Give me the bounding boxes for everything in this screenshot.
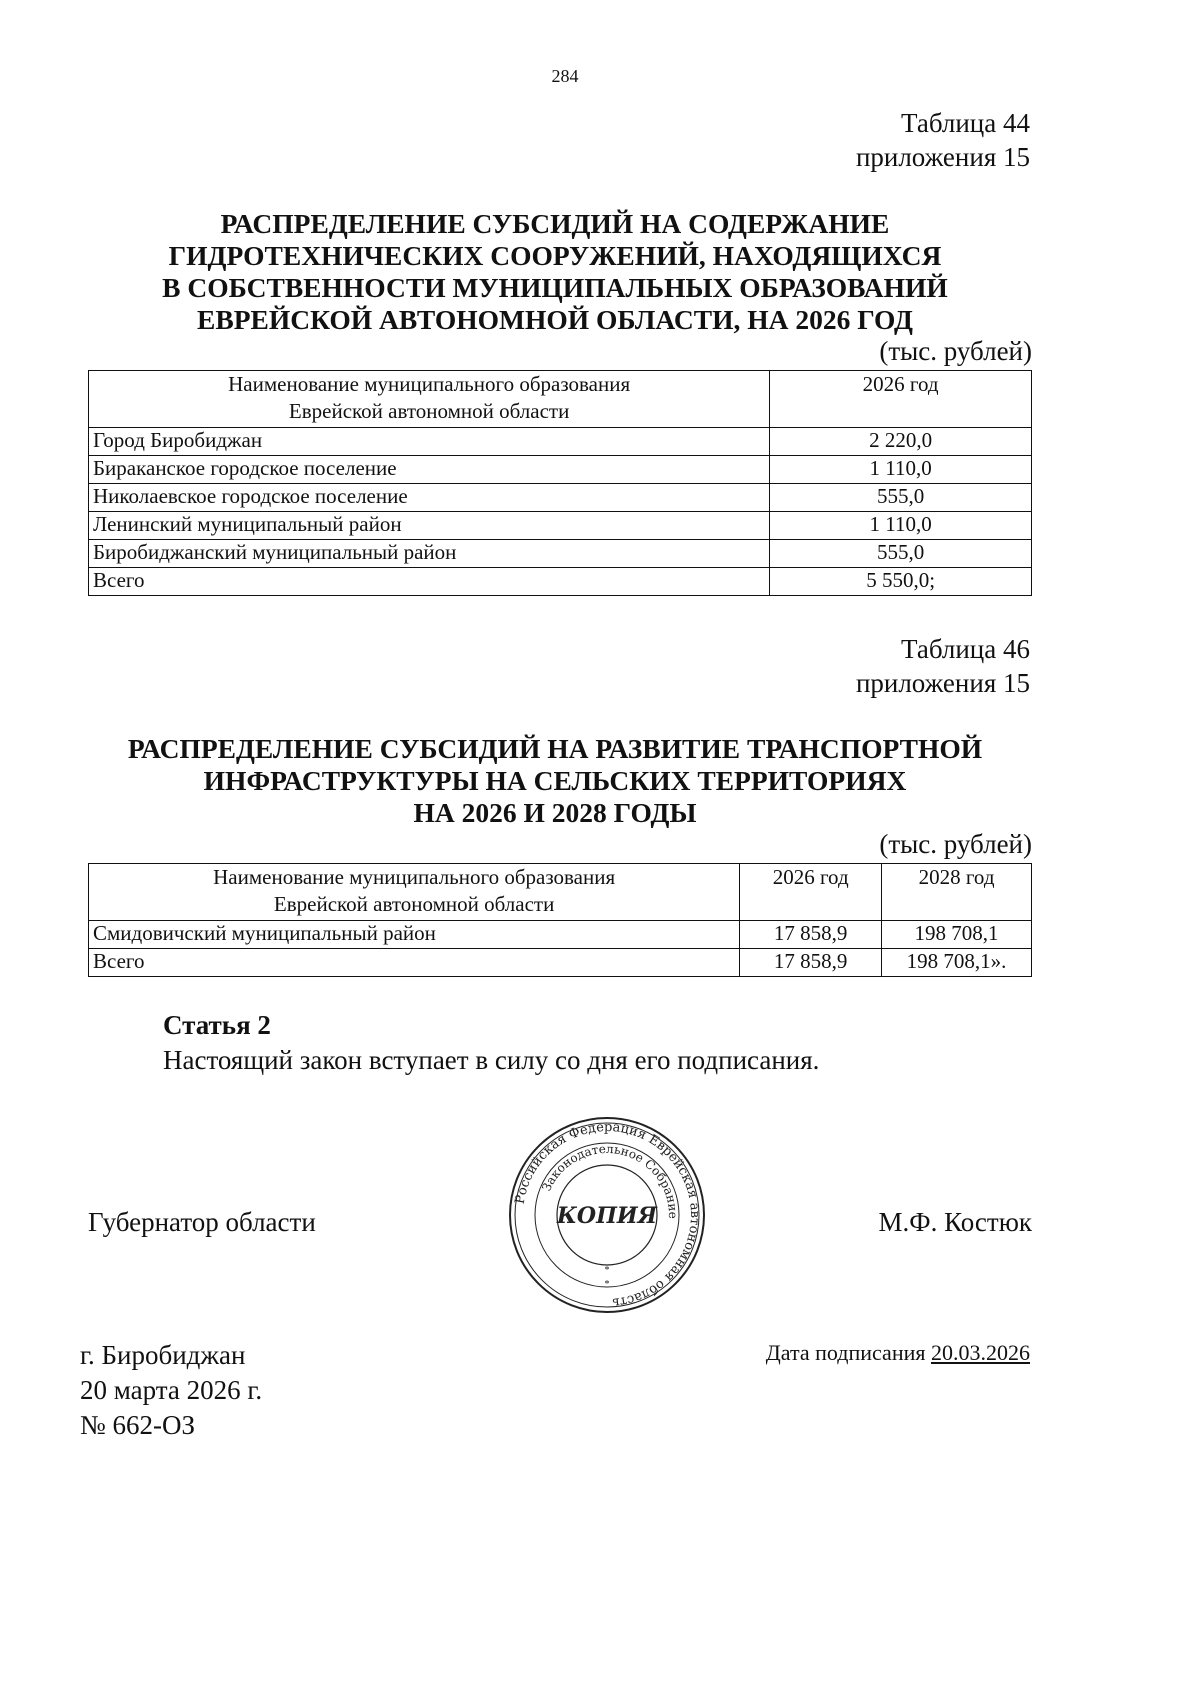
seal-star-icon: *: [604, 1279, 610, 1290]
table46-units: (тыс. рублей): [879, 829, 1032, 859]
table46-header-year-2026: 2026 год: [740, 864, 882, 921]
law-number: № 662-ОЗ: [80, 1410, 196, 1440]
table44-header-row: [89, 371, 1032, 428]
value-2026: 1 110,0: [770, 456, 1032, 484]
seal-inner-text: Законодательное Собрание: [539, 1141, 681, 1219]
value-2026: 555,0: [770, 540, 1032, 568]
table44-title-line: ГИДРОТЕХНИЧЕСКИХ СООРУЖЕНИЙ, НАХОДЯЩИХСЯ: [168, 240, 942, 271]
table-row: [89, 456, 1032, 484]
value-2026: 1 110,0: [770, 512, 1032, 540]
table44-units: (тыс. рублей): [879, 336, 1032, 366]
table46-title-line: ИНФРАСТРУКТУРЫ НА СЕЛЬСКИХ ТЕРРИТОРИЯХ: [203, 765, 907, 796]
total-value-2028: 198 708,1».: [882, 949, 1032, 977]
table46-title: [80, 733, 1030, 829]
page-number: 284: [551, 66, 579, 86]
signing-date-value: 20.03.2026: [931, 1340, 1030, 1365]
table-row: [89, 540, 1032, 568]
table-row: [89, 428, 1032, 456]
article-title: Статья 2: [163, 1010, 271, 1040]
table46-header-row: [89, 864, 1032, 921]
table44-ref-line1: Таблица 44: [901, 108, 1030, 138]
signatory-name: М.Ф. Костюк: [878, 1207, 1032, 1237]
value-2026: 17 858,9: [740, 921, 882, 949]
value-2026: 2 220,0: [770, 428, 1032, 456]
table-total-row: [89, 568, 1032, 596]
table44-reference: [856, 106, 1030, 174]
table46: [88, 863, 1032, 977]
seal-star-icon: *: [604, 1265, 610, 1276]
total-value-2026: 5 550,0;: [770, 568, 1032, 596]
seal-center-text: КОПИЯ: [556, 1203, 658, 1229]
municipality-name: Ленинский муниципальный район: [89, 512, 770, 540]
table-row: [89, 921, 1032, 949]
header-name-line1: Наименование муниципального образования: [228, 372, 631, 396]
header-name-line2: Еврейской автономной области: [288, 399, 570, 423]
table44-title: [80, 208, 1030, 336]
municipality-name: Смидовичский муниципальный район: [89, 921, 740, 949]
municipality-name: Николаевское городское поселение: [89, 484, 770, 512]
municipality-name: Бираканское городское поселение: [89, 456, 770, 484]
table46-header-name: [89, 864, 740, 921]
table44-header-year: 2026 год: [770, 371, 1032, 428]
table46-title-line: НА 2026 И 2028 ГОДЫ: [413, 797, 697, 828]
table44-ref-line2: приложения 15: [855, 142, 1030, 172]
table-row: [89, 484, 1032, 512]
table44-title-line: ЕВРЕЙСКОЙ АВТОНОМНОЙ ОБЛАСТИ, НА 2026 ГОД: [197, 304, 913, 335]
municipality-name: Город Биробиджан: [89, 428, 770, 456]
value-2028: 198 708,1: [882, 921, 1032, 949]
total-label: Всего: [89, 949, 740, 977]
table44-title-line: РАСПРЕДЕЛЕНИЕ СУБСИДИЙ НА СОДЕРЖАНИЕ: [220, 208, 890, 239]
table46-header-year-2028: 2028 год: [882, 864, 1032, 921]
table46-reference: [856, 632, 1030, 700]
table46-ref-line2: приложения 15: [855, 668, 1030, 698]
table46-ref-line1: Таблица 46: [901, 634, 1030, 664]
table-row: [89, 512, 1032, 540]
signing-date-label: Дата подписания: [765, 1340, 926, 1365]
table44-title-line: В СОБСТВЕННОСТИ МУНИЦИПАЛЬНЫХ ОБРАЗОВАНИЙ: [162, 272, 948, 303]
table-total-row: [89, 949, 1032, 977]
header-name-line1: Наименование муниципального образования: [213, 865, 616, 889]
value-2026: 555,0: [770, 484, 1032, 512]
table44: [88, 370, 1032, 596]
place-and-number: [80, 1338, 262, 1443]
article-body: Настоящий закон вступает в силу со дня его подписания.: [163, 1045, 820, 1075]
total-value-2026: 17 858,9: [740, 949, 882, 977]
official-seal: [507, 1115, 707, 1315]
signatory-role: Губернатор области: [88, 1207, 316, 1237]
law-date: 20 марта 2026 г.: [80, 1375, 263, 1405]
seal-outer-text: Российская Федерация Еврейская автономная область: [512, 1119, 703, 1310]
signing-date-block: [766, 1340, 1030, 1366]
table44-header-name: [89, 371, 770, 428]
city: г. Биробиджан: [80, 1340, 246, 1370]
municipality-name: Биробиджанский муниципальный район: [89, 540, 770, 568]
header-name-line2: Еврейской автономной области: [273, 892, 555, 916]
table46-title-line: РАСПРЕДЕЛЕНИЕ СУБСИДИЙ НА РАЗВИТИЕ ТРАНСПОРТНОЙ: [127, 733, 983, 764]
total-label: Всего: [89, 568, 770, 596]
